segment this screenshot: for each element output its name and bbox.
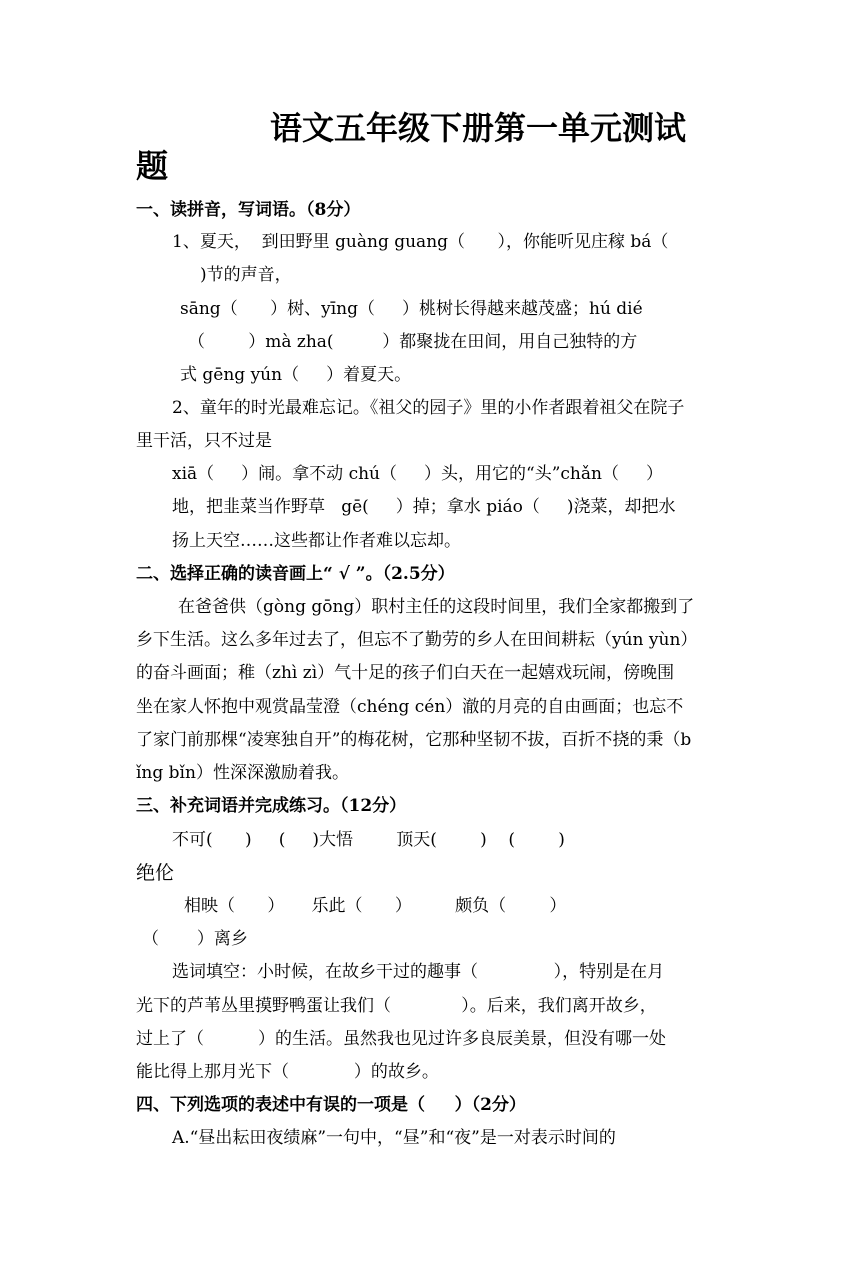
section-1-line: 里干活，只不过是: [136, 431, 272, 451]
section-2-line: ǐng bǐn）性深深激励着我。: [136, 763, 349, 783]
section-3-line: 不可( ) ( )大悟 顶天( ) ( ): [172, 830, 565, 850]
section-3-line: 能比得上那月光下（ ）的故乡。: [136, 1062, 439, 1082]
section-3-line: （ ）离乡: [142, 929, 248, 949]
page-title-line1: 语文五年级下册第一单元测试: [270, 109, 687, 147]
section-3-line: 绝伦: [136, 862, 175, 884]
page-title-line2: 题: [136, 147, 169, 185]
section-4-line: A.“昼出耘田夜绩麻”一句中，“昼”和“夜”是一对表示时间的: [172, 1128, 616, 1148]
section-1-line: 扬上天空……这些都让作者难以忘却。: [172, 531, 461, 551]
section-1-heading: 一、读拼音，写词语。（8分）: [136, 200, 361, 220]
section-1-line: 地，把韭菜当作野草 gē( ）掉；拿水 piáo（ )浇菜，却把水: [172, 497, 676, 517]
section-2-line: 了家门前那棵“凌寒独自开”的梅花树，它那种坚韧不拔，百折不挠的秉（b: [136, 730, 692, 750]
section-2-line: 在爸爸供（gòng gōng）职村主任的这段时间里，我们全家都搬到了: [178, 597, 695, 617]
section-1-line: )节的声音，: [200, 265, 292, 285]
section-1-line: （ ）mà zha( ）都聚拢在田间，用自己独特的方: [188, 332, 638, 352]
section-2-line: 坐在家人怀抱中观赏晶莹澄（chéng cén）澈的月亮的自由画面；也忘不: [136, 697, 684, 717]
section-2-line: 的奋斗画面；稚（zhì zì）气十足的孩子们白天在一起嬉戏玩闹，傍晚围: [136, 663, 675, 683]
section-1-line: 1、夏天， 到田野里 guàng guang（ ），你能听见庄稼 bá（: [172, 232, 669, 252]
section-3-line: 选词填空：小时候，在故乡干过的趣事（ ），特别是在月: [172, 962, 665, 982]
section-4-heading: 四、下列选项的表述中有误的一项是（ ）（2分）: [136, 1095, 526, 1115]
section-1-line: 2、童年的时光最难忘记。《祖父的园子》里的小作者跟着祖父在院子: [172, 398, 685, 418]
section-3-line: 过上了（ ）的生活。虽然我也见过许多良辰美景，但没有哪一处: [136, 1029, 667, 1049]
section-3-line: 光下的芦苇丛里摸野鸭蛋让我们（ ）。后来，我们离开故乡，: [136, 996, 657, 1016]
section-1-line: xiā（ ）闹。拿不动 chú（ ）头，用它的“头”chǎn（ ）: [172, 464, 663, 484]
section-1-line: 式 gēng yún（ ）着夏天。: [180, 365, 412, 385]
section-1-line: sāng（ ）树、yīng（ ）桃树长得越来越茂盛；hú dié: [180, 299, 643, 319]
section-3-line: 相映（ ） 乐此（ ） 颇负（ ）: [184, 896, 567, 916]
section-2-line: 乡下生活。这么多年过去了，但忘不了勤劳的乡人在田间耕耘（yún yùn）: [136, 630, 698, 650]
section-2-heading: 二、选择正确的读音画上“ √ ”。（2.5分）: [136, 564, 455, 584]
section-3-heading: 三、补充词语并完成练习。（12分）: [136, 796, 407, 816]
